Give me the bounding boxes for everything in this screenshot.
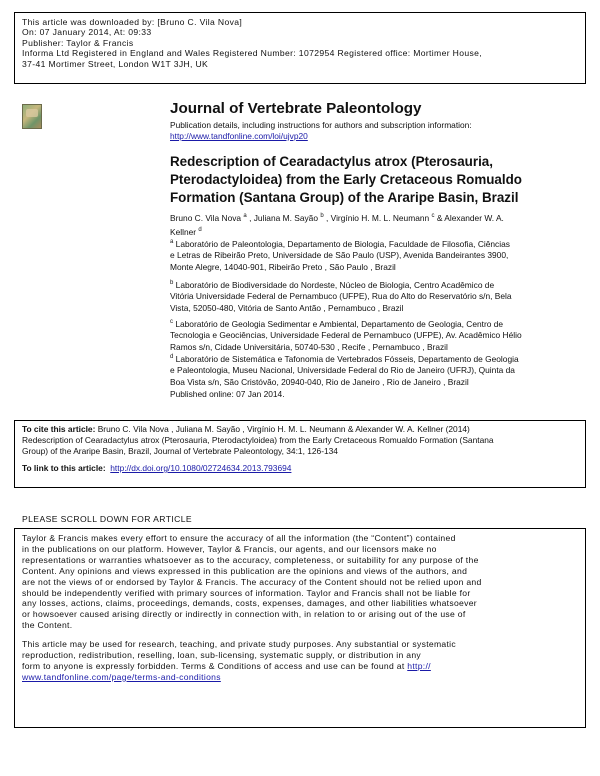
cite-text: Group) of the Araripe Basin, Brazil, Journal of Vertebrate Paleontology, 34:1, 126-134 — [22, 446, 338, 456]
article-title — [170, 153, 586, 207]
affiliation-line: Laboratório de Paleontologia, Departamento de Biologia, Faculdade de Filosofia, Ciências — [175, 238, 510, 249]
scroll-notice: PLEASE SCROLL DOWN FOR ARTICLE — [22, 514, 193, 524]
publication-details: Publication details, including instructions for authors and subscription information: — [170, 120, 472, 130]
author-name: , Juliana M. Sayão — [249, 212, 318, 223]
disclaimer-line: representations or warranties whatsoever as to the accuracy, completeness, or suitability for any purpose of the — [22, 554, 479, 565]
author-affil-marker: b — [320, 213, 324, 219]
journal-cover-icon — [22, 104, 42, 129]
cite-text: Redescription of Cearadactylus atrox (Pterosauria, Pterodactyloidea) from the Early Cretaceous Romualdo Formation (Santana — [22, 435, 494, 445]
article-title-line: Redescription of Cearadactylus atrox (Pterosauria, — [170, 154, 493, 169]
disclaimer-line: in the publications on our platform. However, Taylor & Francis, our agents, and our licensors make no — [22, 543, 437, 554]
disclaimer-line: This article may be used for research, teaching, and private study purposes. Any substantial or systematic — [22, 639, 456, 650]
disclaimer-line: reproduction, redistribution, reselling, loan, sub-licensing, systematic supply, or distribution in any — [22, 650, 422, 661]
affiliation-c — [170, 317, 582, 353]
terms-link[interactable]: www.tandfonline.com/page/terms-and-conditions — [22, 671, 221, 682]
author-affil-marker: c — [431, 213, 435, 219]
doi-link[interactable]: http://dx.doi.org/10.1080/02724634.2013.793694 — [110, 463, 292, 473]
affiliation-d — [170, 352, 582, 388]
disclaimer-line: the Content. — [22, 620, 73, 631]
cite-label: To cite this article: — [22, 424, 96, 434]
affiliation-line: e Paleontologia, Museu Nacional, Universidade Federal do Rio de Janeiro (UFRJ), Quinta da — [170, 365, 515, 376]
disclaimer-line: should be independently verified with primary sources of information. Taylor and Francis shall not be liable for — [22, 587, 471, 598]
affiliation-marker: b — [170, 280, 174, 286]
published-date: Published online: 07 Jan 2014. — [170, 389, 285, 399]
cite-text: Bruno C. Vila Nova , Juliana M. Sayão , Virgínio H. M. L. Neumann & Alexander W. A. Kellner (2014) — [95, 424, 470, 434]
affiliation-marker: c — [170, 319, 173, 325]
terms-link[interactable]: http:// — [407, 660, 431, 671]
disclaimer-line: Taylor & Francis makes every effort to ensure the accuracy of all the information (the “Content”) contained — [22, 533, 456, 543]
disclaimer-line: form to anyone is expressly forbidden. Terms & Conditions of access and use can be found at — [22, 660, 405, 671]
download-notice — [14, 12, 586, 84]
link-label: To link to this article: — [22, 463, 106, 473]
affiliation-line: e Letras de Ribeirão Preto, Universidade de São Paulo (USP), Avenida Bandeirantes 3900, — [170, 250, 509, 261]
affiliation-marker: a — [170, 239, 174, 245]
affiliation-line: Laboratório de Sistemática e Tafonomia de Vertebrados Fósseis, Departamento de Geologia — [175, 353, 519, 364]
author-name: Kellner — [170, 226, 197, 237]
citation-box — [14, 420, 586, 488]
affiliation-line: Vista, 52050-480, Vitória de Santo Antão , Pernambuco , Brazil — [170, 302, 404, 313]
download-line: On: 07 January 2014, At: 09:33 — [22, 27, 152, 38]
author-name: Bruno C. Vila Nova — [170, 212, 242, 223]
disclaimer-line: or howsoever caused arising directly or indirectly in connection with, in relation to or arising out of the use of — [22, 609, 466, 620]
author-name: , Virgínio H. M. L. Neumann — [325, 212, 430, 223]
affiliation-line: Tecnologia e Geociências, Universidade Federal de Pernambuco (UFPE), Av. Acadêmico Hélio — [170, 330, 522, 341]
download-line: 37-41 Mortimer Street, London W1T 3JH, UK — [22, 58, 209, 69]
affiliation-marker: d — [170, 354, 174, 360]
article-title-line: Pterodactyloidea) from the Early Cretaceous Romualdo — [170, 172, 522, 187]
affiliation-a — [170, 237, 582, 273]
author-name: & Alexander W. A. — [436, 212, 504, 223]
author-affil-marker: d — [198, 226, 202, 233]
affiliation-line: Laboratório de Geologia Sedimentar e Ambiental, Departamento de Geologia, Centro de — [175, 318, 504, 329]
download-line: Informa Ltd Registered in England and Wales Registered Number: 1072954 Registered office: Mortimer House, — [22, 48, 482, 59]
disclaimer-box — [14, 528, 586, 728]
download-line: Publisher: Taylor & Francis — [22, 37, 134, 48]
affiliation-line: Ramos s/n, Cidade Universitária, 50740-530 , Recife , Pernambuco , Brazil — [170, 341, 448, 352]
affiliation-line: Monte Alegre, 14040-901, Ribeirão Preto , São Paulo , Brazil — [170, 261, 396, 272]
affiliation-line: Laboratório de Biodiversidade do Nordeste, Núcleo de Biologia, Centro Acadêmico de — [175, 279, 495, 290]
affiliation-b — [170, 278, 582, 314]
disclaimer-line: Content. Any opinions and views expressed in this publication are the opinions and views of the authors, and — [22, 565, 468, 576]
download-line: This article was downloaded by: [Bruno C. Vila Nova] — [22, 17, 243, 27]
author-list — [170, 210, 580, 238]
affiliation-line: Vitória Universidade Federal de Pernambuco (UFPE), Rua do Alto do Reservatório s/n, Bela — [170, 291, 512, 302]
disclaimer-line: are not the views of or endorsed by Taylor & Francis. The accuracy of the Content should not be relied upon and — [22, 576, 482, 587]
affiliation-line: Boa Vista s/n, São Cristóvão, 20940-040, Rio de Janeiro , Rio de Janeiro , Brazil — [170, 376, 469, 387]
journal-title: Journal of Vertebrate Paleontology — [170, 100, 422, 117]
journal-url-link[interactable]: http://www.tandfonline.com/loi/ujvp20 — [170, 131, 308, 141]
disclaimer-line: any losses, actions, claims, proceedings, demands, costs, expenses, damages, and other liabilities whatsoever — [22, 598, 477, 609]
author-affil-marker: a — [243, 213, 247, 219]
article-title-line: Formation (Santana Group) of the Araripe Basin, Brazil — [170, 190, 519, 205]
